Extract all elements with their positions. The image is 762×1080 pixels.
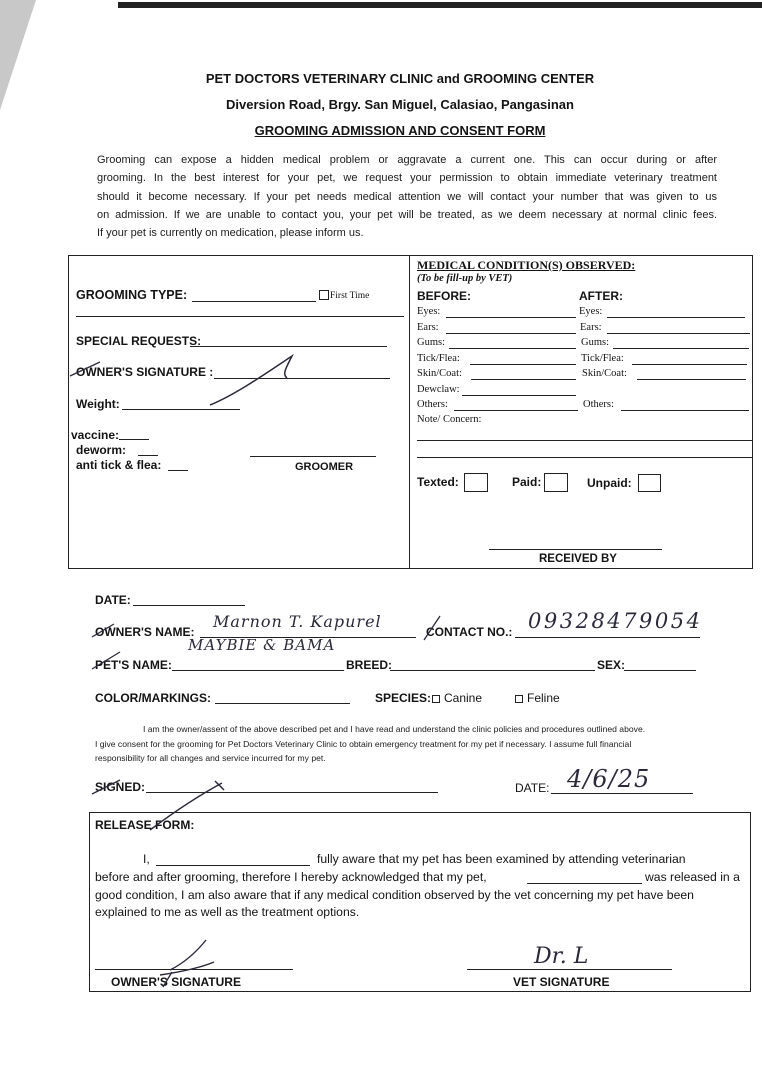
date2-label: DATE:	[515, 781, 550, 795]
anti-tick-label: anti tick & flea:	[76, 458, 162, 472]
before-gums-label: Gums:	[417, 337, 446, 348]
contact-field[interactable]	[515, 637, 700, 638]
before-label: BEFORE:	[417, 289, 471, 303]
note-concern-label: Note/ Concern:	[417, 414, 482, 425]
release-title: RELEASE FORM:	[95, 818, 195, 832]
color-markings-field[interactable]	[215, 703, 350, 704]
release-line4: explained to me as well as the treatment options.	[95, 905, 360, 919]
deworm-field[interactable]	[138, 455, 158, 456]
before-dewclaw-label: Dewclaw:	[417, 384, 460, 395]
before-eyes-field[interactable]	[446, 317, 576, 318]
received-by-line[interactable]	[489, 549, 662, 550]
species-label: SPECIES:	[375, 691, 432, 705]
release-owner-signature-label: OWNER'S SIGNATURE	[111, 975, 241, 989]
intro-line: grooming. In the best interest for your pet, we request your permission to obtain immediate veterinary treatment	[97, 172, 717, 185]
scan-shadow-corner	[0, 0, 36, 110]
admission-box	[68, 255, 753, 569]
date2-field[interactable]	[551, 793, 693, 794]
form-title: GROOMING ADMISSION AND CONSENT FORM	[254, 123, 546, 138]
after-eyes-field[interactable]	[607, 317, 745, 318]
after-gums-field[interactable]	[613, 348, 749, 349]
release-line2-b: was released in a	[645, 870, 740, 884]
after-others-label: Others:	[583, 399, 614, 410]
before-gums-field[interactable]	[449, 348, 576, 349]
after-ears-field[interactable]	[607, 333, 750, 334]
feline-label: Feline	[527, 691, 560, 705]
texted-label: Texted:	[417, 475, 459, 489]
after-ears-label: Ears:	[580, 322, 602, 333]
deworm-label: deworm:	[76, 443, 127, 457]
groomer-label: GROOMER	[295, 461, 354, 473]
grooming-type-label: GROOMING TYPE:	[76, 288, 188, 302]
sex-label: SEX:	[597, 658, 626, 672]
date-field[interactable]	[133, 605, 245, 606]
before-others-label: Others:	[417, 399, 448, 410]
note-line-1[interactable]	[417, 440, 752, 441]
consent-line-1: I am the owner/assent of the above described pet and I have read and understand the clinic policies and procedures outlined above.	[143, 724, 646, 734]
release-line3: good condition, I am also aware that if any medical condition observed by the vet concerning my pet have been	[95, 888, 694, 902]
owner-name-value: Marnon T. Kapurel	[213, 612, 382, 631]
after-gums-label: Gums:	[581, 337, 610, 348]
vet-signature-value: Dr. L	[534, 944, 589, 969]
release-owner-name-field[interactable]	[156, 865, 310, 866]
color-markings-label: COLOR/MARKINGS:	[95, 691, 211, 705]
clinic-name: PET DOCTORS VETERINARY CLINIC and GROOMING CENTER	[205, 71, 595, 86]
owner-signature-field[interactable]	[214, 378, 390, 379]
canine-label: Canine	[444, 691, 483, 705]
contact-label: CONTACT NO.:	[426, 625, 513, 639]
medical-title: MEDICAL CONDITION(S) OBSERVED:	[417, 258, 636, 272]
pet-name-value: MAYBIE & BAMA	[188, 636, 336, 654]
weight-field[interactable]	[122, 409, 240, 410]
after-skin-field[interactable]	[637, 379, 746, 380]
paid-label: Paid:	[512, 475, 542, 489]
sex-field[interactable]	[624, 670, 696, 671]
feline-checkbox[interactable]	[515, 695, 523, 703]
before-tick-field[interactable]	[470, 364, 576, 365]
breed-label: BREED:	[346, 658, 393, 672]
vet-signature-label: VET SIGNATURE	[513, 975, 610, 989]
intro-line: If your pet is currently on medication, please inform us.	[97, 227, 364, 240]
vet-signature-line[interactable]	[467, 969, 672, 970]
before-dewclaw-field[interactable]	[462, 395, 576, 396]
before-ears-field[interactable]	[446, 333, 576, 334]
signed-label: SIGNED:	[95, 780, 146, 794]
after-tick-field[interactable]	[632, 364, 747, 365]
before-eyes-label: Eyes:	[417, 306, 441, 317]
intro-line: should it become necessary. If your pet needs medical attention we will contact your number that was given to us	[97, 190, 717, 203]
before-tick-label: Tick/Flea:	[417, 353, 460, 364]
first-time-label: First Time	[330, 291, 370, 301]
intro-line: Grooming can expose a hidden medical problem or aggravate a current one. This can occur during or after	[97, 154, 717, 166]
after-others-field[interactable]	[621, 410, 749, 411]
owner-name-label: OWNER'S NAME:	[95, 625, 195, 639]
paid-checkbox[interactable]	[544, 473, 568, 492]
after-eyes-label: Eyes:	[579, 306, 603, 317]
pet-name-label: PET'S NAME:	[95, 658, 172, 672]
intro-paragraph	[97, 151, 717, 242]
release-owner-signature-line[interactable]	[95, 969, 293, 970]
before-ears-label: Ears:	[417, 322, 439, 333]
breed-field[interactable]	[390, 670, 595, 671]
owner-signature-label: OWNER'S SIGNATURE :	[76, 365, 214, 379]
vaccine-field[interactable]	[119, 439, 149, 440]
intro-line: on admission. If we are unable to contact you, your pet will be treated, as we deem necessary at normal clinic fees.	[97, 208, 717, 221]
release-box	[89, 812, 751, 992]
signed-field[interactable]	[146, 792, 438, 793]
date-label: DATE:	[95, 593, 131, 607]
medical-subtitle: (To be fill-up by VET)	[417, 273, 513, 284]
weight-label: Weight:	[76, 397, 120, 411]
received-by-label: RECEIVED BY	[539, 553, 617, 565]
unpaid-label: Unpaid:	[587, 476, 632, 490]
consent-line-2: I give consent for the grooming for Pet Doctors Veterinary Clinic to obtain emergency treatment for my pet if necessary. I assume full financial	[95, 739, 632, 749]
anti-tick-field[interactable]	[168, 470, 188, 471]
before-skin-label: Skin/Coat:	[417, 368, 462, 379]
scan-top-edge	[118, 2, 762, 8]
special-requests-field[interactable]	[190, 346, 387, 347]
release-line1-b: fully aware that my pet has been examined by attending veterinarian	[317, 852, 686, 866]
after-tick-label: Tick/Flea:	[581, 353, 624, 364]
unpaid-checkbox[interactable]	[638, 474, 661, 492]
after-skin-label: Skin/Coat:	[582, 368, 627, 379]
pet-name-field[interactable]	[172, 670, 344, 671]
note-line-2[interactable]	[417, 457, 752, 458]
groomer-signature-line[interactable]	[250, 456, 376, 457]
date2-value: 4/6/25	[567, 765, 651, 793]
canine-checkbox[interactable]	[432, 695, 440, 703]
clinic-address: Diversion Road, Brgy. San Miguel, Calasiao, Pangasinan	[226, 97, 574, 112]
after-label: AFTER:	[579, 289, 623, 303]
release-line1-a: I,	[143, 852, 150, 866]
grooming-type-extra-line[interactable]	[76, 316, 404, 317]
grooming-type-field[interactable]	[192, 301, 316, 302]
release-pet-name-field[interactable]	[527, 883, 642, 884]
special-requests-label: SPECIAL REQUESTS:	[76, 334, 202, 348]
first-time-checkbox[interactable]	[319, 290, 329, 300]
before-skin-field[interactable]	[471, 379, 576, 380]
contact-value: 09328479054	[528, 609, 703, 633]
before-others-field[interactable]	[454, 410, 578, 411]
admission-box-divider	[409, 255, 410, 569]
texted-checkbox[interactable]	[464, 473, 488, 492]
vaccine-label: vaccine:	[71, 428, 120, 442]
consent-line-3: responsibility for all changes and service incurred for my pet.	[95, 753, 326, 763]
release-line2-a: before and after grooming, therefore I hereby acknowledged that my pet,	[95, 870, 487, 884]
